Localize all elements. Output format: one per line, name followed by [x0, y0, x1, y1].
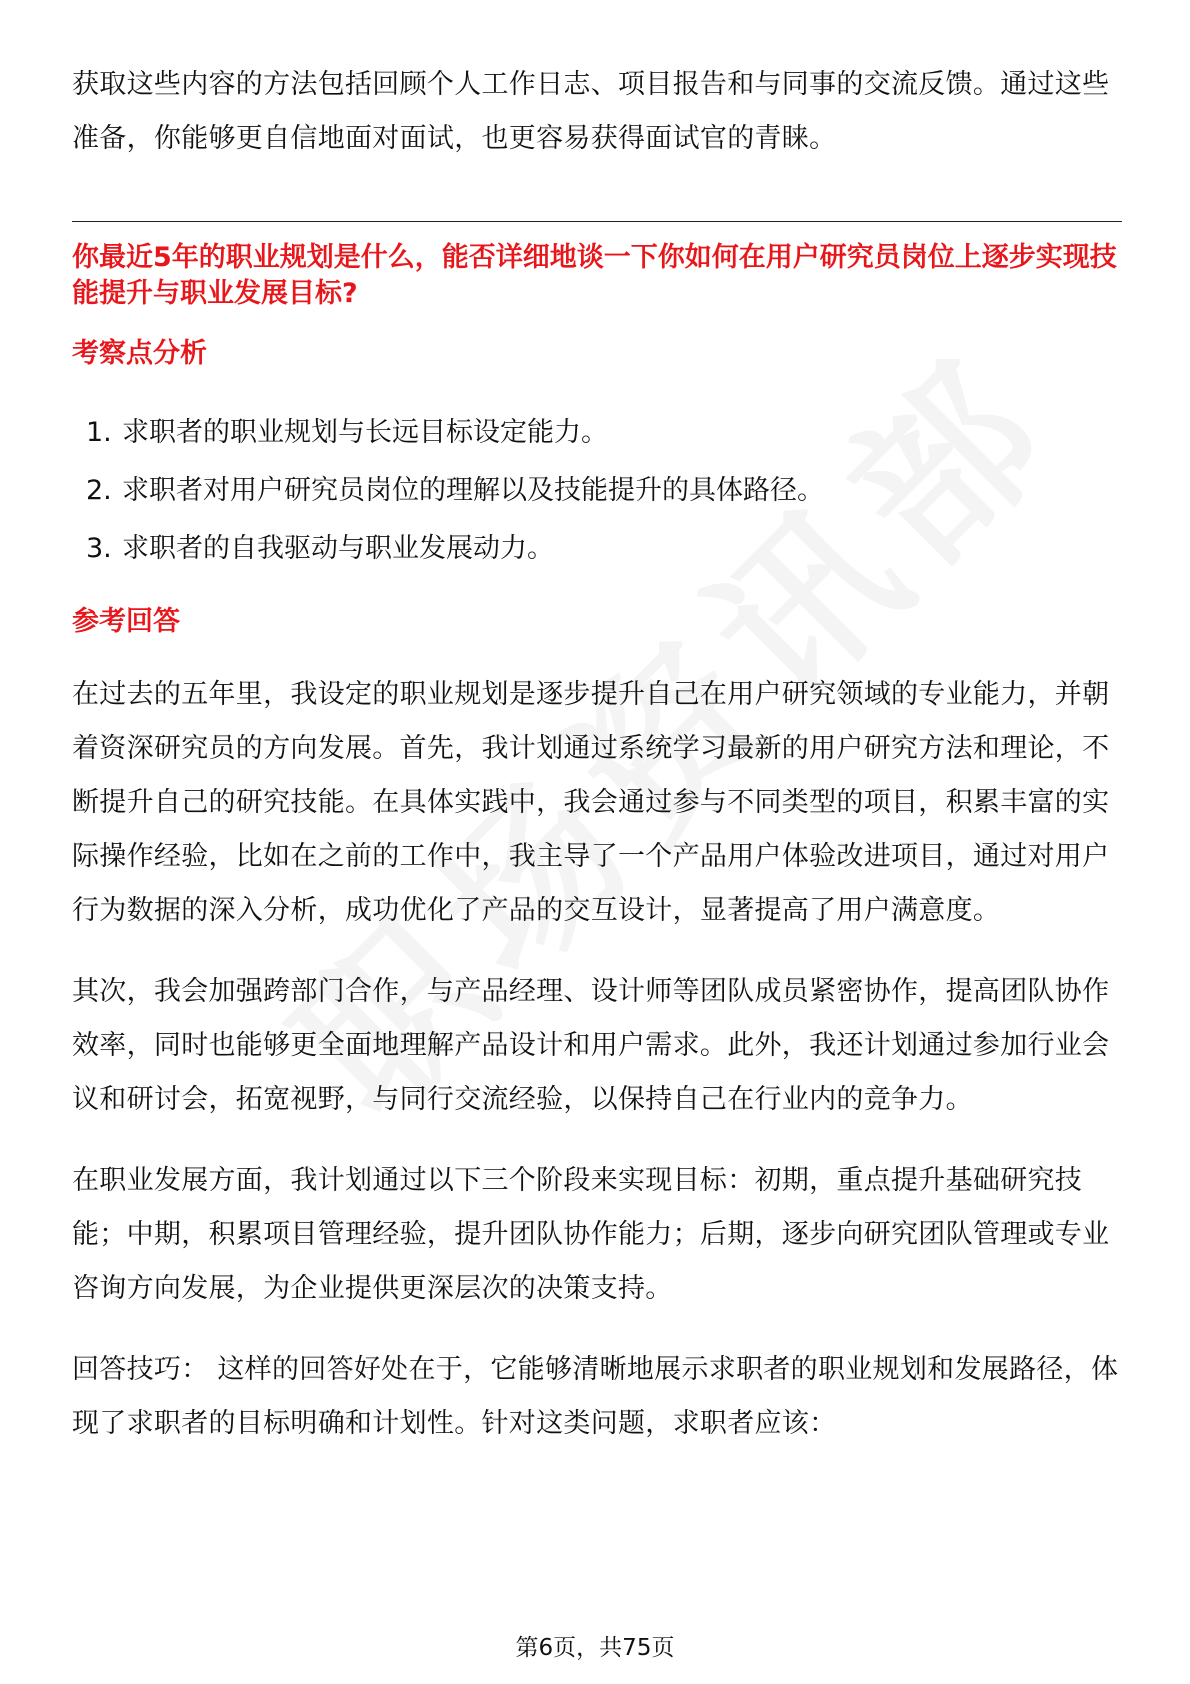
point-number: 3. [86, 533, 112, 564]
point-text: 求职者对用户研究员岗位的理解以及技能提升的具体路径。 [122, 475, 824, 506]
question-title: 你最近5年的职业规划是什么，能否详细地谈一下你如何在用户研究员岗位上逐步实现技能提升与职业发展目标? [72, 242, 1117, 309]
analysis-heading: 考察点分析 [72, 338, 207, 369]
analysis-point [86, 404, 824, 462]
intro-paragraph: 获取这些内容的方法包括回顾个人工作日志、项目报告和与同事的交流反馈。通过这些准备，你能够更自信地面对面试，也更容易获得面试官的青睐。 [72, 69, 1110, 154]
analysis-points-list [86, 404, 824, 578]
answer-body [72, 668, 1122, 1478]
answer-tips-paragraph: 回答技巧： 这样的回答好处在于，它能够清晰地展示求职者的职业规划和发展路径，体现了求职者的目标明确和计划性。针对这类问题，求职者应该： [72, 1354, 1119, 1439]
analysis-point [86, 462, 824, 520]
analysis-point [86, 520, 824, 578]
section-divider [72, 221, 1122, 222]
page-number-footer: 第6页，共75页 [515, 1635, 675, 1661]
answer-paragraph: 在职业发展方面，我计划通过以下三个阶段来实现目标：初期，重点提升基础研究技能；中期，积累项目管理经验，提升团队协作能力；后期，逐步向研究团队管理或专业咨询方向发展，为企业提供更深层次的决策支持。 [72, 1165, 1110, 1304]
point-text: 求职者的职业规划与长远目标设定能力。 [122, 417, 608, 448]
answer-paragraph: 在过去的五年里，我设定的职业规划是逐步提升自己在用户研究领域的专业能力，并朝着资深研究员的方向发展。首先，我计划通过系统学习最新的用户研究方法和理论，不断提升自己的研究技能。在具体实践中，我会通过参与不同类型的项目，积累丰富的实际操作经验，比如在之前的工作中，我主导了一个产品用户体验改进项目，通过对用户行为数据的深入分析，成功优化了产品的交互设计，显著提高了用户满意度。 [72, 679, 1110, 926]
point-number: 2. [86, 475, 112, 506]
point-number: 1. [86, 417, 112, 448]
answer-paragraph: 其次，我会加强跨部门合作，与产品经理、设计师等团队成员紧密协作，提高团队协作效率，同时也能够更全面地理解产品设计和用户需求。此外，我还计划通过参加行业会议和研讨会，拓宽视野，与同行交流经验，以保持自己在行业内的竞争力。 [72, 976, 1110, 1115]
point-text: 求职者的自我驱动与职业发展动力。 [122, 533, 554, 564]
answer-heading: 参考回答 [72, 606, 180, 637]
